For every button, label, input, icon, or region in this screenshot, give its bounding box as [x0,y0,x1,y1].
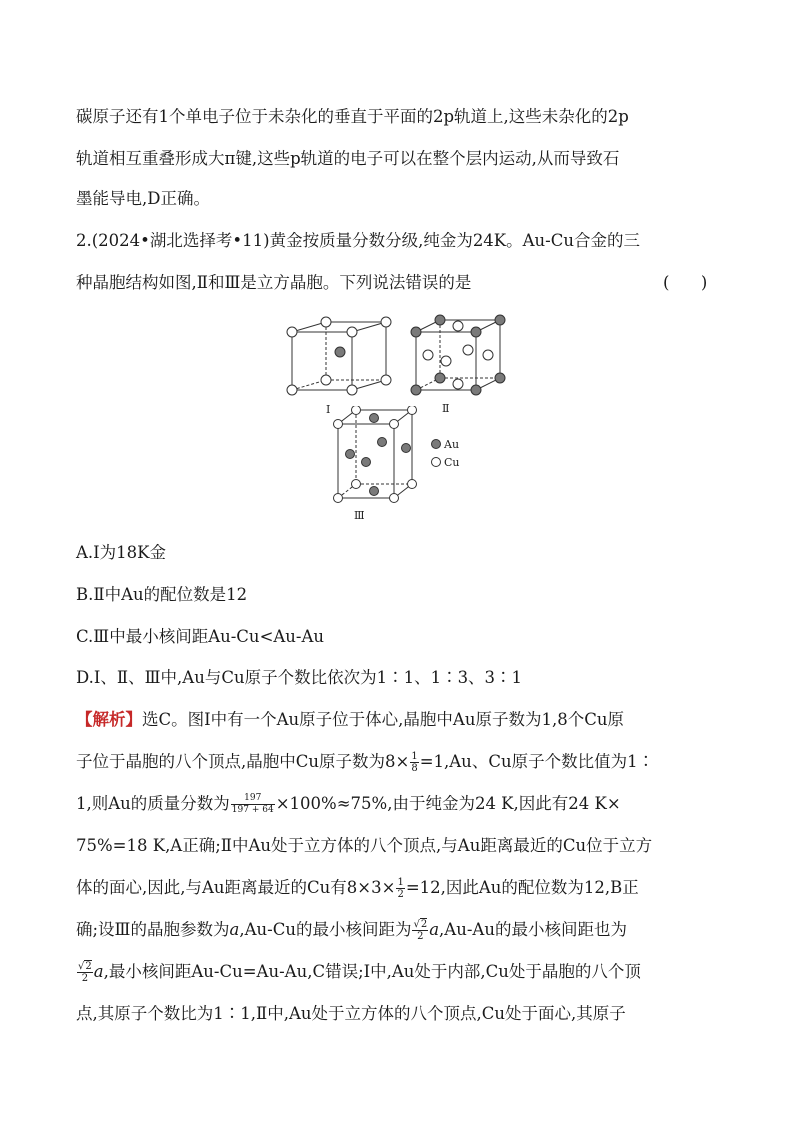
crystal-cell-I [282,316,394,418]
au-atom-I [335,347,345,357]
option-b: B.Ⅱ中Au的配位数是12 [76,585,248,604]
analysis-text-6c: ,Au-Au的最小核间距也为 [439,920,627,939]
option-c: C.Ⅲ中最小核间距Au-Cu<Au-Au [76,627,325,646]
analysis-text-3b: ×100%≈75%,由于纯金为24 K,因此有24 K× [275,794,621,813]
analysis-line-8: 点,其原子个数比为1∶1,Ⅱ中,Au处于立方体的八个顶点,Cu处于面心,其原子 [76,1004,626,1023]
analysis-text-2a: 子位于晶胞的八个顶点,晶胞中Cu原子数为8× [76,752,410,771]
analysis-line-2 [76,751,654,774]
crystal-cell-II [406,314,518,418]
var-a-3: a [93,962,104,981]
question-line-1: 2.(2024•湖北选择考•11)黄金按质量分数分级,纯金为24K。Au-Cu合金的三 [76,231,641,250]
fraction-1-8: $\frac{1}{8}$ [411,751,418,774]
analysis-text-7b: ,最小核间距Au-Cu=Au-Au,C错误;Ⅰ中,Au处于内部,Cu处于晶胞的八个顶 [103,962,641,981]
analysis-line-3 [76,793,621,816]
question-line-2: 种晶胞结构如图,Ⅱ和Ⅲ是立方晶胞。下列说法错误的是 [76,273,472,292]
legend-cu-label: Cu [444,456,460,469]
option-a: A.Ⅰ为18K金 [76,543,167,562]
analysis-line-7 [76,961,641,984]
intro-line-2: 轨道相互重叠形成大π键,这些p轨道的电子可以在整个层内运动,从而导致石 [76,149,620,168]
analysis-line-1 [76,709,624,731]
label-III: Ⅲ [354,509,365,522]
answer-bracket: ( ) [663,273,708,292]
fraction-sqrt2-2-b: $\frac{√2}{2}$ [78,961,92,984]
label-II: Ⅱ [442,402,450,415]
analysis-line-4: 75%=18 K,A正确;Ⅱ中Au处于立方体的八个顶点,与Au距离最近的Cu位于立方 [76,836,653,855]
intro-line-3: 墨能导电,D正确。 [76,189,210,208]
analysis-text-2b: =1,Au、Cu原子个数比值为1∶ [419,752,655,771]
fraction-197: $\frac{197}{197 + 64}$ [231,793,274,815]
analysis-text-6b: ,Au-Cu的最小核间距为 [239,920,412,939]
intro-line-1: 碳原子还有1个单电子位于未杂化的垂直于平面的2p轨道上,这些未杂化的2p [76,107,629,126]
analysis-text-5a: 体的面心,因此,与Au距离最近的Cu有8×3× [76,878,396,897]
analysis-tag: 【解析】 [76,710,142,729]
legend-cu-marker [432,458,441,467]
analysis-text-5b: =12,因此Au的配位数为12,B正 [405,878,639,897]
analysis-line-6 [76,919,627,942]
fraction-1-2: $\frac{1}{2}$ [397,877,404,900]
label-I: Ⅰ [326,403,331,416]
var-a: a [229,920,240,939]
analysis-text-1: 选C。图Ⅰ中有一个Au原子位于体心,晶胞中Au原子数为1,8个Cu原 [142,710,624,729]
fraction-sqrt2-2: $\frac{√2}{2}$ [413,919,428,942]
analysis-text-3a: 1,则Au的质量分数为 [76,794,230,813]
legend-au-label: Au [444,438,460,451]
analysis-text-6a: 确;设Ⅲ的晶胞参数为 [76,920,230,939]
var-a-2: a [429,920,440,939]
option-d: D.Ⅰ、Ⅱ、Ⅲ中,Au与Cu原子个数比依次为1∶1、1∶3、3∶1 [76,668,523,687]
crystal-cell-III [326,406,476,524]
cu-atoms-II [423,321,493,389]
legend-au-marker [432,440,441,449]
analysis-line-5 [76,877,639,900]
